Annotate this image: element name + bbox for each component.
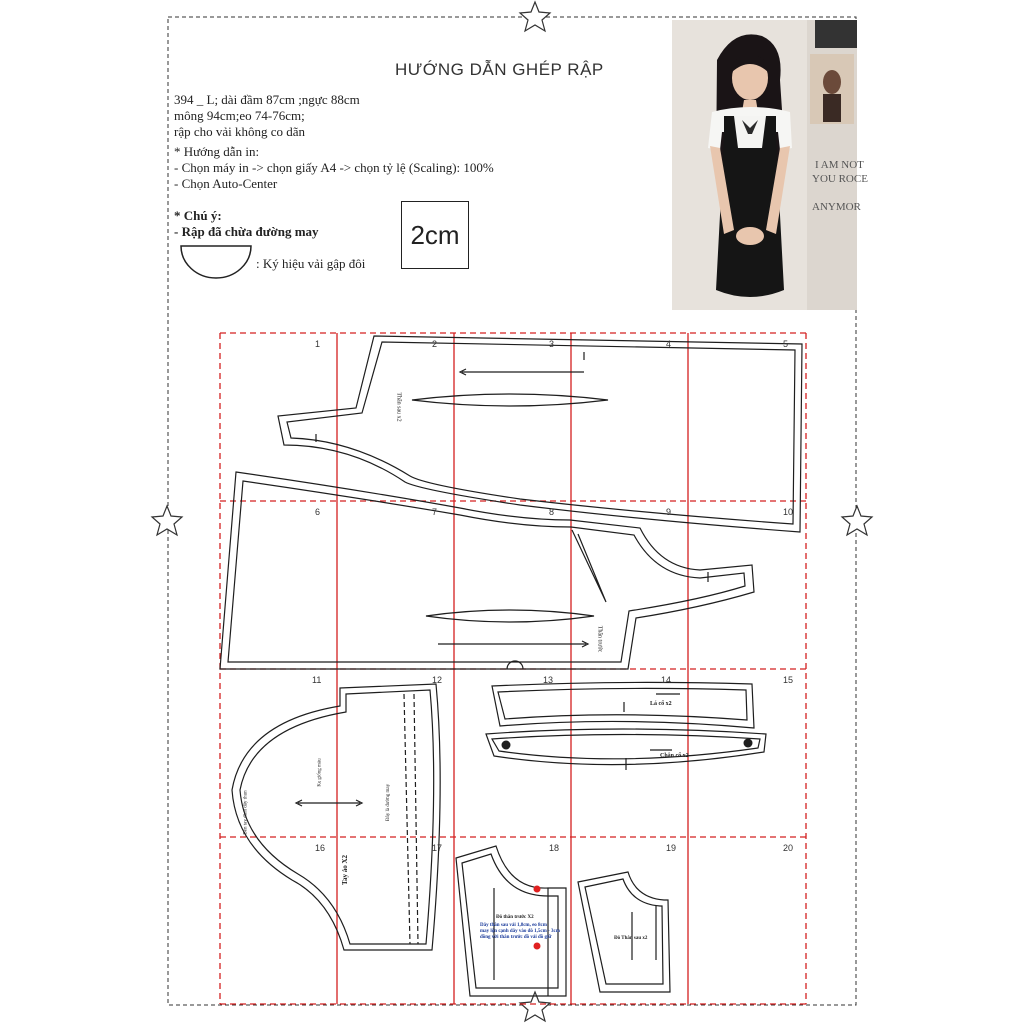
measurement-line: rập cho vải không co dãn <box>174 124 306 139</box>
piece-label: Tay áo X2 <box>341 854 350 886</box>
collar-band-piece <box>486 729 766 770</box>
scale-reference-box: 2cm <box>401 201 469 269</box>
tile-number: 14 <box>661 675 672 685</box>
print-guide-step: - Chọn máy in -> chọn giấy A4 -> chọn tỷ lệ (Scaling): 100% <box>174 160 494 175</box>
tile-number: 20 <box>783 843 794 853</box>
svg-text:ANYMOR: ANYMOR <box>812 201 861 213</box>
tile-number: 19 <box>666 843 677 853</box>
tile-number: 17 <box>432 843 443 853</box>
piece-label: Chân cổ x2 <box>660 753 689 759</box>
tile-number: 5 <box>783 339 789 349</box>
tile-number: 12 <box>432 675 443 685</box>
note-item: - Rập đã chừa đường may <box>174 224 319 239</box>
piece-note: Dây thân sau vải 1,8cm, eo 8cm may lộn cạnh dây vào đô 1,5cm - 3cm đồng với thân trước đồ vải đồ giữ <box>480 923 560 940</box>
print-guide-step: - Chọn Auto-Center <box>174 176 278 191</box>
button-hole-icon <box>744 739 753 748</box>
fold-symbol-label: : Ký hiệu vải gập đôi <box>256 256 366 271</box>
piece-label: Đô Thân sau x2 <box>614 936 648 941</box>
tile-number: 9 <box>666 507 672 517</box>
piece-note: Bên tay đính dây thun <box>243 790 249 835</box>
tile-number: 13 <box>543 675 554 685</box>
measurement-line: 394 _ L; dài đầm 87cm ;ngực 88cm <box>174 92 360 107</box>
back-facing-piece <box>578 872 670 992</box>
tile-number: 2 <box>432 339 438 349</box>
back-bodice-piece <box>278 336 802 532</box>
tile-number: 8 <box>549 507 555 517</box>
sleeve-piece <box>232 684 443 950</box>
tile-number: 15 <box>783 675 794 685</box>
collar-piece <box>492 682 754 728</box>
marker-dot-icon <box>534 943 541 950</box>
tile-number: 18 <box>549 843 560 853</box>
tile-number: 3 <box>549 339 555 349</box>
tile-number: 4 <box>666 339 672 349</box>
print-guide-heading: * Hướng dẫn in: <box>174 144 260 159</box>
measurement-line: mông 94cm;eo 74-76cm; <box>174 108 305 123</box>
page-title: HƯỚNG DẪN GHÉP RẬP <box>395 60 604 79</box>
piece-label: Lá cổ x2 <box>650 701 672 707</box>
svg-text:I AM NOT: I AM NOT <box>815 159 864 171</box>
tile-number: 11 <box>312 675 322 685</box>
piece-label: Thân trước <box>596 625 603 653</box>
marker-dot-icon <box>534 886 541 893</box>
piece-note: Kẹ giống màu <box>317 758 323 787</box>
piece-note: Đây là đường may <box>386 783 392 822</box>
tile-number: 16 <box>315 843 326 853</box>
tile-number: 6 <box>315 507 321 517</box>
svg-text:YOU ROCE: YOU ROCE <box>812 173 868 185</box>
tile-number: 1 <box>315 339 321 349</box>
note-heading: * Chú ý: <box>174 208 222 223</box>
tile-number: 10 <box>783 507 794 517</box>
front-facing-piece <box>456 846 566 996</box>
piece-label: Đô thân trước X2 <box>496 915 534 920</box>
button-hole-icon <box>502 741 511 750</box>
tile-number: 7 <box>432 507 438 517</box>
piece-label: Thân sau x2 <box>395 392 402 422</box>
